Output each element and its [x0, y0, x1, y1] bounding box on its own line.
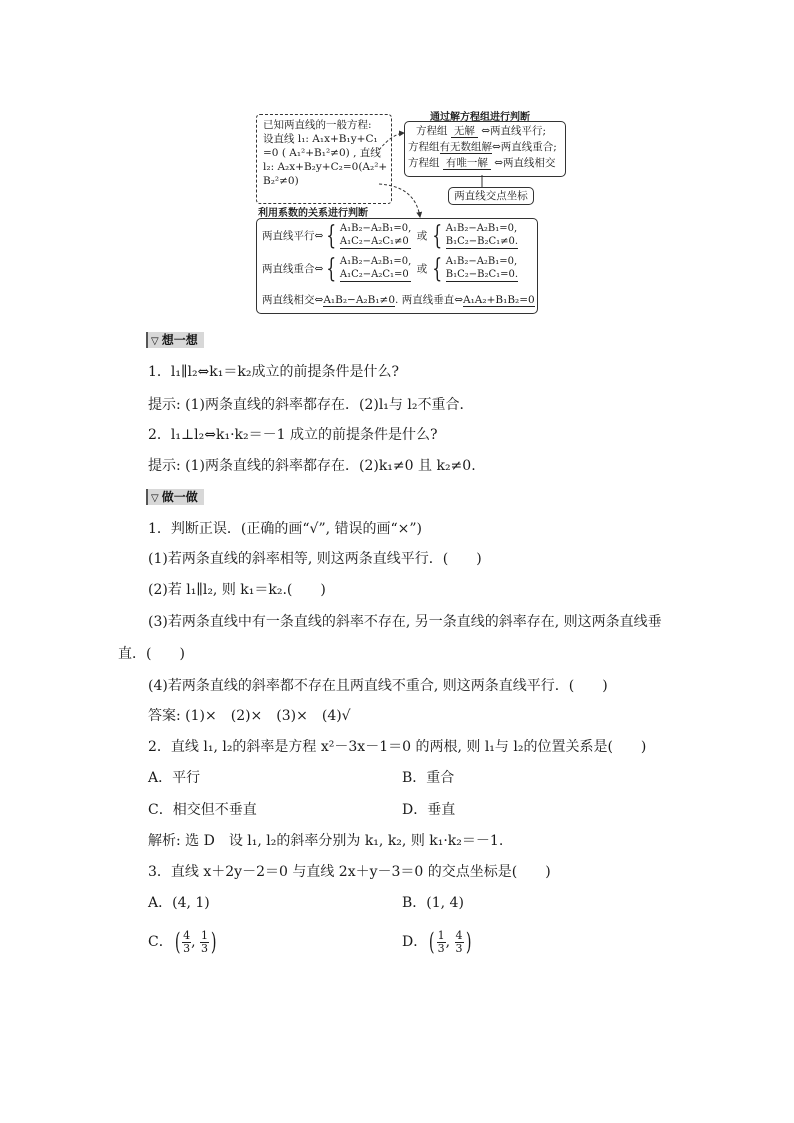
do-statement-2: (2)若 l₁∥l₂, 则 k₁＝k₂.( ): [148, 582, 326, 598]
think-question-2: 2．l₁⊥l₂⇔k₁·k₂＝－1 成立的前提条件是什么?: [148, 427, 438, 443]
intersect-condition: A₁B₂−A₂B₁≠0: [323, 294, 396, 306]
known-line-5: B₂²≠0): [263, 175, 299, 187]
solve-row-1-condition: 无解: [451, 125, 478, 138]
solve-row-3: 方程组 有唯一解 ⇔两直线相交: [408, 157, 556, 169]
q2-solution: 解析: 选 D 设 l₁, l₂的斜率分别为 k₁, k₂, 则 k₁·k₂＝－1.: [148, 833, 504, 849]
intersection-coord-box: 两直线交点坐标: [448, 187, 534, 205]
do-statement-1: (1)若两条直线的斜率相等, 则这两条直线平行．( ): [148, 551, 482, 567]
coef-title: 利用系数的关系进行判断: [258, 208, 368, 219]
solve-title: 通过解方程组进行判断: [430, 112, 530, 123]
do-question-1: 1．判断正误．(正确的画“√”, 错误的画“×”): [148, 521, 423, 537]
coincide-condition-row: 两直线重合⇔ { A₁B₂−A₂B₁=0, A₁C₂−A₂C₁=0 或 { A₁B₂−A₂B₁=0, B₁C₂−B₂C₁=0.: [262, 253, 519, 284]
q2-option-c: C．相交但不垂直: [148, 802, 257, 818]
do-question-2: 2．直线 l₁, l₂的斜率是方程 x²－3x－1＝0 的两根, 则 l₁与 l₂的位置关系是( ): [148, 739, 647, 755]
think-answer-1: 提示: (1)两条直线的斜率都存在．(2)l₁与 l₂不重合．: [148, 397, 474, 413]
do-section-tag: ▽ 做一做: [146, 489, 204, 505]
down-triangle-icon: ▽: [151, 336, 159, 347]
do-statement-3: (3)若两条直线中有一条直线的斜率不存在, 另一条直线的斜率存在, 则这两条直线垂: [148, 614, 662, 630]
intersect-perpendicular-row: 两直线相交⇔A₁B₂−A₂B₁≠0. 两直线垂直⇔A₁A₂+B₁B₂=0: [262, 294, 535, 306]
think-answer-2: 提示: (1)两条直线的斜率都存在．(2)k₁≠0 且 k₂≠0.: [148, 458, 476, 474]
known-line-3: =0 ( A₁²+B₁²≠0) , 直线: [263, 147, 381, 159]
q3-option-b: B．(1, 4): [402, 895, 464, 911]
down-triangle-icon: ▽: [151, 493, 159, 504]
solve-row-2-condition: 有无数组解: [439, 141, 492, 153]
think-question-1: 1．l₁∥l₂⇔k₁＝k₂成立的前提条件是什么?: [148, 364, 399, 380]
q2-option-b: B．重合: [402, 770, 455, 786]
q2-option-d: D．垂直: [402, 802, 456, 818]
fraction: $\frac{4}{3}$: [455, 928, 463, 955]
solve-row-2: 方程组有无数组解⇔两直线重合;: [408, 141, 557, 153]
q3-option-a: A．(4, 1): [148, 895, 210, 911]
q3-option-c: C．( $\frac{4}{3}$ , $\frac{1}{3}$ ): [148, 928, 217, 956]
known-line-4: l₂: A₂x+B₂y+C₂=0(A₂²+: [263, 161, 388, 173]
do-answer-1: 答案: (1)× (2)× (3)× (4)√: [148, 708, 351, 724]
parallel-condition-row: 两直线平行⇔ { A₁B₂−A₂B₁=0, A₁C₂−A₂C₁≠0 或 { A₁B₂−A₂B₁=0, B₁C₂−B₂C₁≠0.: [262, 220, 519, 251]
fraction: $\frac{4}{3}$: [183, 928, 191, 955]
fraction: $\frac{1}{3}$: [437, 928, 445, 955]
do-question-3: 3．直线 x＋2y－2＝0 与直线 2x＋y－3＝0 的交点坐标是( ): [148, 864, 551, 880]
q3-option-d: D．( $\frac{1}{3}$ , $\frac{4}{3}$ ): [402, 928, 472, 956]
think-section-tag: ▽ 想一想: [146, 332, 204, 348]
solve-row-1: 方程组 无解 ⇔两直线平行;: [416, 125, 547, 137]
fraction: $\frac{1}{3}$: [201, 928, 208, 955]
do-statement-3-cont: 直．( ): [118, 646, 185, 662]
do-statement-4: (4)若两条直线的斜率都不存在且两直线不重合, 则这两条直线平行．( ): [148, 678, 608, 694]
known-line-2: 设直线 l₁: A₁x+B₁y+C₁: [263, 133, 378, 145]
perpendicular-condition: A₁A₂+B₁B₂=0: [463, 294, 535, 306]
arrow-to-solve: [379, 133, 404, 150]
solve-row-3-condition: 有唯一解: [443, 157, 491, 170]
known-line-1: 已知两直线的一般方程:: [263, 119, 372, 131]
q2-option-a: A．平行: [148, 770, 201, 786]
arrow-to-coef: [379, 184, 420, 217]
